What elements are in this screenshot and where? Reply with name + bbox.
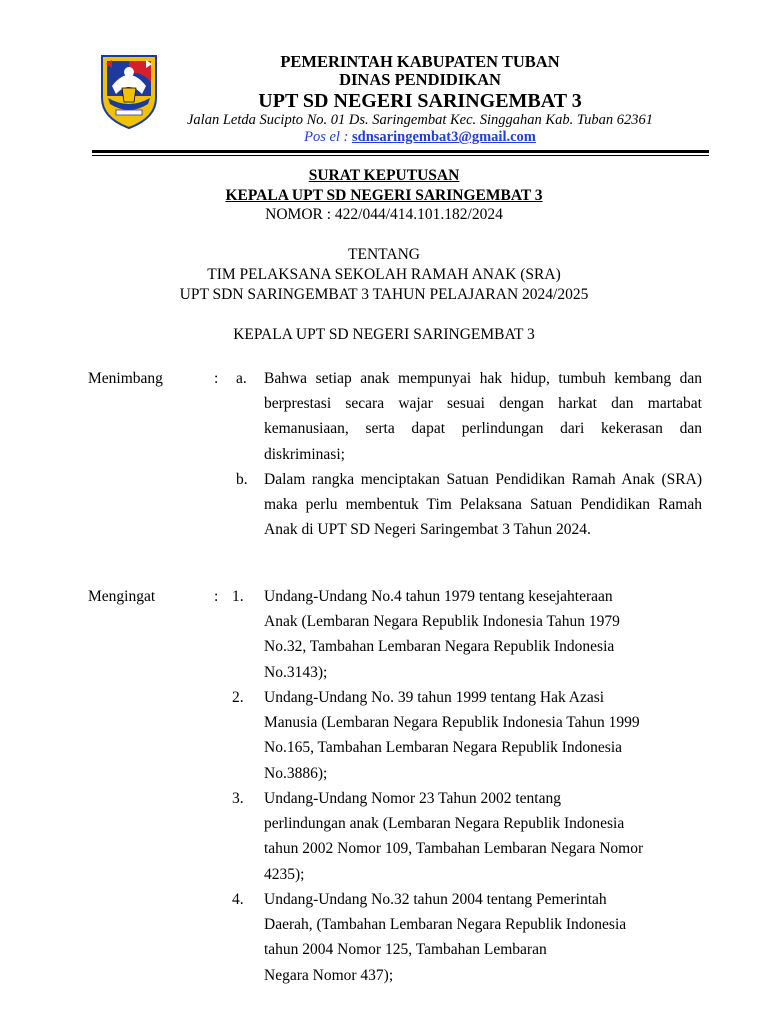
menimbang-marker-b: b. — [236, 471, 248, 488]
mengingat-item-1-line: No.3143); — [264, 663, 328, 681]
mengingat-item-4-line: Negara Nomor 437); — [264, 966, 394, 984]
email-label: Pos el : — [304, 129, 349, 145]
kepala-heading: KEPALA UPT SD NEGERI SARINGEMBAT 3 — [233, 326, 535, 343]
school-address: Jalan Letda Sucipto No. 01 Ds. Saringembat Kec. Singgahan Kab. Tuban 62361 — [186, 112, 653, 128]
tentang-line-2: UPT SDN SARINGEMBAT 3 TAHUN PELAJARAN 2024/2025 — [179, 286, 589, 303]
mengingat-item-2-line: No.165, Tambahan Lembaran Negara Republik Indonesia — [264, 739, 623, 757]
school-name: UPT SD NEGERI SARINGEMBAT 3 — [258, 90, 582, 112]
mengingat-label: Mengingat — [88, 588, 156, 605]
mengingat-item-2-line: Undang-Undang No. 39 tahun 1999 tentang Hak Azasi — [264, 689, 605, 706]
menimbang-marker-a: a. — [236, 370, 247, 387]
menimbang-label: Menimbang — [88, 370, 163, 387]
menimbang-item-b: Dalam rangka menciptakan Satuan Pendidikan Ramah Anak (SRA) maka perlu membentuk Tim Pelaksana Satuan Pendidikan Ramah Anak di UPT SD Negeri Saringembat 3 Tahun 2024. — [264, 471, 702, 539]
tentang-line-1: TIM PELAKSANA SEKOLAH RAMAH ANAK (SRA) — [207, 266, 561, 283]
mengingat-item-3-line: Undang-Undang Nomor 23 Tahun 2002 tentang — [264, 790, 561, 807]
mengingat-item-2-line: Manusia (Lembaran Negara Republik Indonesia Tahun 1999 — [264, 714, 640, 732]
mengingat-item-2 — [264, 685, 702, 786]
mengingat-marker-1: 1. — [232, 588, 244, 605]
decree-title: SURAT KEPUTUSAN — [308, 167, 460, 184]
mengingat-marker-3: 3. — [232, 790, 244, 807]
government-name: PEMERINTAH KABUPATEN TUBAN — [280, 52, 560, 71]
email-line — [150, 129, 690, 146]
menimbang-colon: : — [214, 370, 219, 387]
mengingat-item-4-line: Daerah, (Tambahan Lembaran Negara Republik Indonesia — [264, 916, 627, 934]
mengingat-item-1-line: Undang-Undang No.4 tahun 1979 tentang kesejahteraan — [264, 588, 613, 605]
letterhead-divider-thick — [92, 150, 709, 153]
decree-issuer: KEPALA UPT SD NEGERI SARINGEMBAT 3 — [225, 187, 543, 204]
mengingat-colon: : — [214, 588, 219, 605]
mengingat-item-4-line: tahun 2004 Nomor 125, Tambahan Lembaran — [264, 941, 547, 959]
mengingat-marker-4: 4. — [232, 891, 244, 908]
letterhead-divider-thin — [92, 155, 709, 156]
mengingat-item-1-line: No.32, Tambahan Lembaran Negara Republik Indonesia — [264, 638, 615, 656]
email-link[interactable]: sdnsaringembat3@gmail.com — [352, 129, 536, 145]
mengingat-item-2-line: No.3886); — [264, 764, 328, 782]
mengingat-marker-2: 2. — [232, 689, 244, 706]
mengingat-item-3 — [264, 786, 702, 887]
menimbang-item-a: Bahwa setiap anak mempunyai hak hidup, tumbuh kembang dan berprestasi secara wajar sesuai dengan harkat dan martabat kemanusiaan, serta dapat perlindungan dari kekerasan dan diskriminasi; — [264, 370, 702, 463]
mengingat-item-1 — [264, 584, 702, 685]
mengingat-item-4 — [264, 887, 702, 988]
mengingat-item-3-line: 4235); — [264, 865, 305, 883]
mengingat-item-3-line: tahun 2002 Nomor 109, Tambahan Lembaran Negara Nomor — [264, 840, 644, 858]
mengingat-item-1-line: Anak (Lembaran Negara Republik Indonesia Tahun 1979 — [264, 613, 620, 631]
tentang-label: TENTANG — [348, 246, 420, 263]
department-name: DINAS PENDIDIKAN — [339, 70, 501, 89]
mengingat-item-4-line: Undang-Undang No.32 tahun 2004 tentang Pemerintah — [264, 891, 607, 908]
decree-number: NOMOR : 422/044/414.101.182/2024 — [265, 206, 503, 223]
mengingat-item-3-line: perlindungan anak (Lembaran Negara Republik Indonesia — [264, 815, 625, 833]
